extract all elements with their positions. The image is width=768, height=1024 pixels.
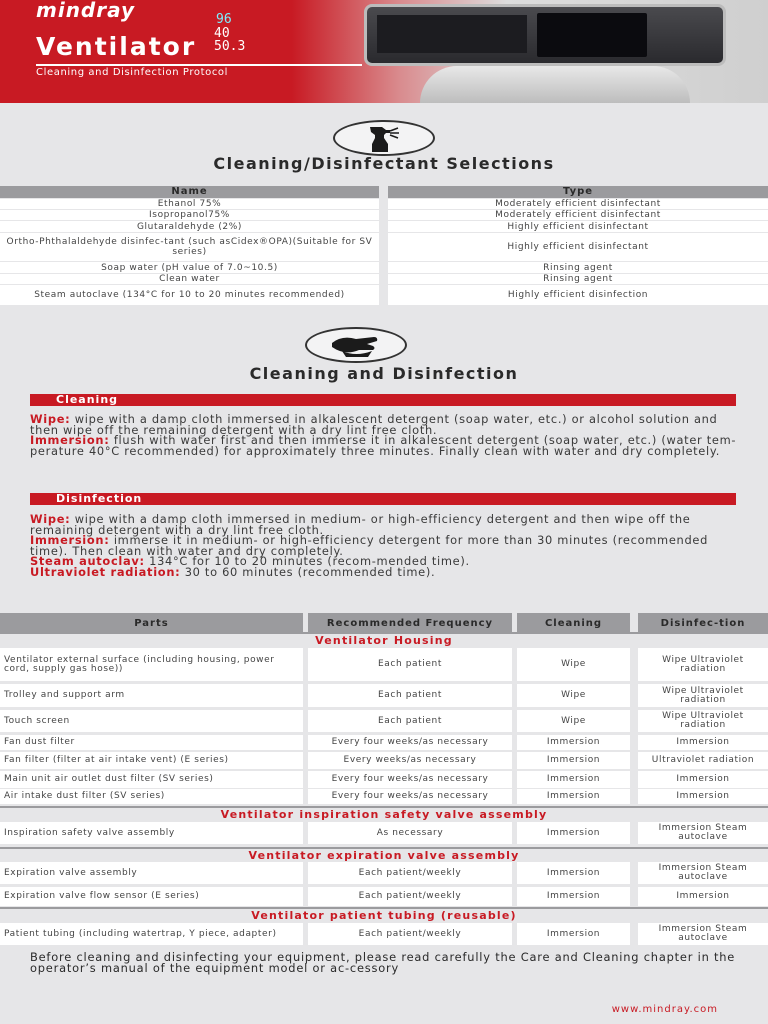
device-panel — [377, 15, 527, 53]
disinfectant-name-cell: Steam autoclave (134°C for 10 to 20 minutes recommended) — [0, 285, 379, 305]
cleaning-cell: Immersion — [517, 862, 630, 884]
cleaning-cell: Immersion — [517, 887, 630, 906]
part-cell: Expiration valve flow sensor (E series) — [0, 887, 303, 906]
cleaning-cell: Immersion — [517, 771, 630, 788]
disinfection-cell: Ultraviolet radiation — [638, 752, 768, 769]
disinfection-cell: Immersion — [638, 735, 768, 750]
disinfection-cell: Wipe Ultraviolet radiation — [638, 684, 768, 707]
part-cell: Air intake dust filter (SV series) — [0, 789, 303, 804]
gloved-hand-wiping-icon — [305, 327, 407, 363]
part-cell: Main unit air outlet dust filter (SV series) — [0, 771, 303, 788]
section-heading-cleaning-disinfection: Cleaning and Disinfection — [249, 364, 519, 383]
disinfection-cell: Immersion — [638, 887, 768, 906]
disinfection-bar: Disinfection — [30, 493, 736, 505]
disinfection-cell: Immersion Steam autoclave — [638, 862, 768, 884]
cleaning-cell: Immersion — [517, 822, 630, 844]
immersion-label: Immersion: — [30, 433, 110, 448]
disinfection-instructions — [30, 514, 742, 578]
wipe-label: Wipe: — [30, 412, 71, 426]
title-divider — [36, 64, 362, 66]
cleaning-cell: Wipe — [517, 710, 630, 732]
disinfectant-name-cell: Isopropanol75% — [0, 210, 379, 220]
frequency-cell: Each patient — [308, 710, 512, 732]
part-cell: Expiration valve assembly — [0, 862, 303, 884]
table-group-heading: Ventilator Housing — [0, 632, 768, 645]
cleaning-cell: Immersion — [517, 752, 630, 769]
uv-label: Ultraviolet radiation: — [30, 564, 181, 579]
immersion-text: flush with water first and then immerse it in alkalescent detergent (soap water, etc.) (water tem-perature 40°C recommended) for approximately three minutes. Finally clean with water and dry completely. — [30, 433, 737, 458]
uv-text: 30 to 60 minutes (recommended time). — [180, 564, 436, 579]
cleaning-cell: Immersion — [517, 923, 630, 945]
part-cell: Trolley and support arm — [0, 684, 303, 707]
column-header-name: Name — [0, 186, 379, 198]
disinfectant-type-cell: Moderately efficient disinfectant — [388, 199, 768, 209]
frequency-cell: Each patient/weekly — [308, 887, 512, 906]
part-cell: Inspiration safety valve assembly — [0, 822, 303, 844]
cleaning-instructions — [30, 414, 742, 456]
page-title: Ventilator — [36, 32, 197, 61]
disinfection-cell: Immersion — [638, 789, 768, 804]
cleaning-bar: Cleaning — [30, 394, 736, 406]
table-group-heading: Ventilator patient tubing (reusable) — [0, 907, 768, 920]
immersion-text: immerse it in medium- or high-efficiency detergent for more than 30 minutes (recommended time). Then clean with water and dry completely. — [30, 533, 709, 558]
part-cell: Fan filter (filter at air intake vent) (E series) — [0, 752, 303, 769]
cleaning-cell: Immersion — [517, 735, 630, 750]
brand-logo: mindray — [36, 0, 136, 22]
cleaning-cell: Wipe — [517, 684, 630, 707]
table-group-heading: Ventilator inspiration safety valve assembly — [0, 806, 768, 819]
frequency-cell: Each patient/weekly — [308, 923, 512, 945]
disinfectant-type-cell: Highly efficient disinfectant — [388, 233, 768, 261]
cleaning-cell: Wipe — [517, 648, 630, 681]
frequency-cell: As necessary — [308, 822, 512, 844]
disinfection-cell: Immersion Steam autoclave — [638, 923, 768, 945]
steam-text: 134°C for 10 to 20 minutes (recom-mended time). — [144, 554, 470, 569]
website-link[interactable]: www.mindray.com — [611, 1004, 718, 1015]
frequency-cell: Every weeks/as necessary — [308, 752, 512, 769]
column-header-disinfection: Disinfec-tion — [638, 613, 768, 633]
frequency-cell: Every four weeks/as necessary — [308, 771, 512, 788]
disinfectant-type-cell: Highly efficient disinfectant — [388, 221, 768, 232]
disinfectant-name-cell: Ortho-Phthalaldehyde disinfec-tant (such asCidex®OPA)(Suitable for SV series) — [0, 233, 379, 261]
wipe-text: wipe with a damp cloth immersed in medium- or high-efficiency detergent and then wipe off the remaining detergent with a dry lint free cloth. — [30, 512, 691, 537]
disinfectant-name-cell: Soap water (pH value of 7.0~10.5) — [0, 262, 379, 273]
disinfectant-type-cell: Rinsing agent — [388, 262, 768, 273]
table-group-heading: Ventilator expiration valve assembly — [0, 847, 768, 860]
disinfection-cell: Immersion — [638, 771, 768, 788]
part-cell: Ventilator external surface (including housing, power cord, supply gas hose)) — [0, 648, 303, 681]
disinfection-cell: Wipe Ultraviolet radiation — [638, 710, 768, 732]
disinfectant-type-cell: Rinsing agent — [388, 274, 768, 284]
footer-note: Before cleaning and disinfecting your equipment, please read carefully the Care and Cleaning chapter in the operator’s manual of the equipment model or ac-cessory — [30, 950, 736, 975]
immersion-label: Immersion: — [30, 533, 110, 548]
steam-label: Steam autoclav: — [30, 554, 145, 569]
disinfection-cell: Immersion Steam autoclave — [638, 822, 768, 844]
device-value-2: 40 — [214, 26, 230, 41]
column-header-frequency: Recommended Frequency — [308, 613, 512, 633]
column-header-type: Type — [388, 186, 768, 198]
spray-bottle-icon — [333, 120, 435, 156]
page-subtitle: Cleaning and Disinfection Protocol — [36, 67, 229, 78]
disinfectant-type-cell: Highly efficient disinfection — [388, 285, 768, 305]
device-value-3: 50.3 — [214, 39, 246, 54]
column-header-cleaning: Cleaning — [517, 613, 630, 633]
ventilator-device-image — [364, 4, 726, 66]
frequency-cell: Each patient — [308, 684, 512, 707]
device-stand — [420, 66, 690, 103]
part-cell: Patient tubing (including watertrap, Y piece, adapter) — [0, 923, 303, 945]
disinfectant-name-cell: Ethanol 75% — [0, 199, 379, 209]
section-heading-selections: Cleaning/Disinfectant Selections — [213, 154, 555, 173]
header-banner — [0, 0, 768, 103]
cleaning-cell: Immersion — [517, 789, 630, 804]
disinfectant-name-cell: Clean water — [0, 274, 379, 284]
wipe-label: Wipe: — [30, 512, 71, 526]
frequency-cell: Every four weeks/as necessary — [308, 735, 512, 750]
frequency-cell: Each patient/weekly — [308, 862, 512, 884]
device-value-1: 96 — [216, 12, 232, 27]
frequency-cell: Every four weeks/as necessary — [308, 789, 512, 804]
column-header-parts: Parts — [0, 613, 303, 633]
disinfectant-type-cell: Moderately efficient disinfectant — [388, 210, 768, 220]
disinfection-cell: Wipe Ultraviolet radiation — [638, 648, 768, 681]
wipe-text: wipe with a damp cloth immersed in alkalescent detergent (soap water, etc.) or alcohol solution and then wipe off the remaining detergent with a dry lint free cloth. — [30, 412, 718, 437]
frequency-cell: Each patient — [308, 648, 512, 681]
part-cell: Touch screen — [0, 710, 303, 732]
device-screen — [537, 13, 647, 57]
disinfectant-name-cell: Glutaraldehyde (2%) — [0, 221, 379, 232]
part-cell: Fan dust filter — [0, 735, 303, 750]
